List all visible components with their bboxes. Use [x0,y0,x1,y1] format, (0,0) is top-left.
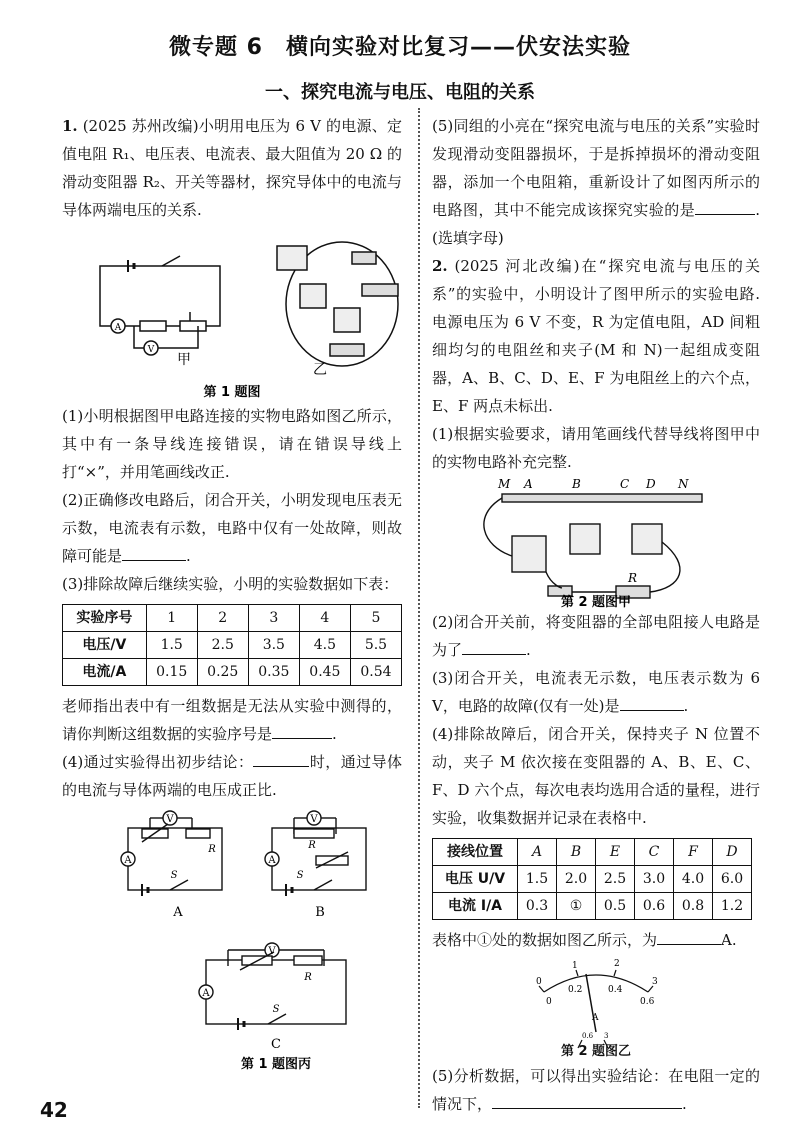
right-column [432,112,760,1118]
figure-1-circuits [62,224,402,402]
q2-part2-text: (2)闭合开关前，将变阻器的全部电阻接人电路是为了 [432,613,760,659]
q1-part3b-end: . [332,725,337,743]
table-row [63,659,402,686]
table-cell: 电流 I/A [433,893,518,920]
fig1-bing-caption: 第 1 题图丙 [240,1057,312,1072]
circuit-a-voltmeter: V [166,814,174,825]
table-row [63,605,402,632]
q2-number: 2. [432,257,448,275]
q2-part4b [432,926,760,954]
wire-label-b: B [572,477,581,491]
meter-top-2: 2 [614,959,620,969]
voltmeter-symbol: V [147,345,155,355]
wire-label-a: A [524,477,533,491]
q2-part5-text: (5)分析数据，可以得出实验结论：在电阻一定的情况下， [432,1067,760,1113]
table-cell: B [557,839,596,866]
left-column [62,112,402,1072]
q2-part5-end: . [682,1095,687,1113]
meter-top-0: 0 [536,977,542,987]
q2-part2-end: . [526,641,531,659]
q2-intro [432,252,760,420]
table-cell: 0.35 [248,659,299,686]
column-divider [418,108,420,1108]
table-row [433,866,752,893]
q2-blank-5[interactable] [492,1092,682,1109]
fig2-jia-caption: 第 2 题图甲 [560,595,632,608]
table-cell: 4 [299,605,350,632]
table-cell: 1.5 [146,632,197,659]
wire-label-c: C [620,477,630,491]
q2-blank-2[interactable] [462,638,526,655]
table-cell: 0.25 [197,659,248,686]
table-cell: D [713,839,752,866]
schematic-jia [100,256,220,355]
q1-part5 [432,112,760,252]
table-cell: 2.5 [197,632,248,659]
figure-1-bing [62,804,402,1072]
q1-part2 [62,486,402,570]
ammeter-symbol: A [114,323,122,333]
meter-bottom-3: 0.6 [640,997,655,1007]
fig2-yi-caption: 第 2 题图乙 [560,1044,632,1059]
table-cell: 电压/V [63,632,147,659]
q1-part5-end: .(选填字母) [432,201,760,247]
table-cell: F [674,839,713,866]
q1-part3: (3)排除故障后继续实验，小明的实验数据如下表： [62,575,399,593]
q1-part4 [62,748,402,804]
fig-label-jia: 甲 [177,352,191,368]
meter-bottom-1: 0.2 [568,985,583,995]
q1-intro [62,112,402,224]
table-cell: 4.0 [674,866,713,893]
circuit-b-r: R [308,840,316,851]
wire-label-d: D [646,477,656,491]
meter-top-3: 3 [652,977,658,987]
q1-part3b [62,692,402,748]
wire-label-m: M [498,477,511,491]
q1-part2-text: (2)正确修改电路后，闭合开关，小明发现电压表无示数，电流表有示数，电路中仅有一处故障，则故障可能是 [62,491,402,565]
q1-part4-text-b: 时，通过导体的电流与导体两端的电压成正比. [62,753,402,799]
q2-part2 [432,608,760,664]
figure-2-yi-ammeter [432,954,760,1054]
table-cell: 0.3 [518,893,557,920]
table-cell: 0.6 [635,893,674,920]
fig2-r-label: R [628,571,638,585]
q2-intro-text: (2025 河北改编)在“探究电流与电压的关系”的实验中，小明设计了图甲所示的实验电路. 电源电压为 6 V 不变，R 为定值电阻，AD 间粗细均匀的电阻丝和夹子(M 和 N)一起组成变阻器，A、B、C、D、E、F 为电阻丝上的六个点，E、F 两点未标出. [432,257,760,415]
circuit-b-label: B [315,905,325,920]
q2-part1: (1)根据实验要求，请用笔画线代替导线将图甲中的实物电路补充完整. [432,425,760,471]
table-cell: 0.15 [146,659,197,686]
circuit-c-s: S [272,1004,280,1015]
meter-term-3: 3 [604,1032,609,1040]
page-number: 42 [40,1098,68,1122]
q2-part4b-end: A. [721,931,737,949]
figure-2-jia [432,476,760,608]
circuit-c-label: C [271,1037,281,1052]
table-cell: 电压 U/V [433,866,518,893]
table-cell: 1.5 [518,866,557,893]
meter-term-06: 0.6 [582,1032,594,1040]
wire-label-n: N [678,477,689,491]
q1-data-table [62,604,402,686]
table-row [433,893,752,920]
circuit-b-s: S [296,870,304,881]
table-cell: 1.2 [713,893,752,920]
table-cell: 4.5 [299,632,350,659]
q2-data-table [432,838,752,920]
q2-part4: (4)排除故障后，闭合开关，保持夹子 N 位置不动，夹子 M 依次接在变阻器的 A、B、E、C、F、D 六个点，每次电表均选用合适的量程，进行实验，收集数据并记录在表格中. [432,725,760,827]
q2-part3-text: (3)闭合开关，电流表无示数，电压表示数为 6 V，电路的故障(仅有一处)是 [432,669,760,715]
circuit-a-s: S [170,870,178,881]
fig-label-yi: 乙 [313,362,327,378]
q2-part3 [432,664,760,720]
q1-part1: (1)小明根据图甲电路连接的实物电路如图乙所示，其中有一条导线连接错误，请在错误导线上打“×”，并用笔画线改正. [62,407,402,481]
table-cell: 2.5 [596,866,635,893]
table-cell: 0.8 [674,893,713,920]
q1-part5-text: (5)同组的小亮在“探究电流与电压的关系”实验时发现滑动变阻器损坏，于是拆掉损坏的滑动变阻器，添加一个电阻箱，重新设计了如图丙所示的电路图，其中不能完成该探究实验的是 [432,117,760,219]
table-cell: ① [557,893,596,920]
q1-part2-end: . [186,547,191,565]
q2-blank-3[interactable] [620,694,684,711]
table-cell: A [518,839,557,866]
q2-part3-end: . [683,697,689,715]
section-heading: 一、探究电流与电压、电阻的关系 [265,82,535,103]
circuit-a-label: A [173,905,183,920]
table-cell: 2 [197,605,248,632]
circuit-b-ammeter: A [268,855,276,866]
table-cell: 5 [350,605,401,632]
q1-blank-2[interactable] [122,544,186,561]
fig1-caption: 第 1 题图 [203,385,261,400]
table-cell: 0.45 [299,659,350,686]
table-cell: 6.0 [713,866,752,893]
q1-number: 1. [62,117,78,135]
table-cell: 0.54 [350,659,401,686]
q1-blank-3[interactable] [272,722,332,739]
q1-intro-text: (2025 苏州改编)小明用电压为 6 V 的电源、定值电阻 R₁、电压表、电流表、最大阻值为 20 Ω 的滑动变阻器 R₂、开关等器材，探究导体中的电流与导体两端电压的关系. [62,117,402,219]
meter-bottom-0: 0 [546,997,552,1007]
table-cell: 接线位置 [433,839,518,866]
circuit-c-voltmeter: V [268,946,276,957]
table-cell: 3 [248,605,299,632]
table-cell: 电流/A [63,659,147,686]
q2-blank-4[interactable] [657,928,721,945]
table-row [433,839,752,866]
meter-top-1: 1 [572,961,578,971]
circuit-b-voltmeter: V [310,814,318,825]
physical-circuit-yi [277,242,398,366]
circuit-a-ammeter: A [124,855,132,866]
circuit-c-r: R [304,972,312,983]
q2-part5 [432,1062,760,1118]
q1-blank-5[interactable] [695,198,755,215]
table-row [63,632,402,659]
page-title: 微专题 6 横向实验对比复习——伏安法实验 [169,35,631,60]
circuit-c-ammeter: A [202,988,210,999]
q1-part4-text-a: (4)通过实验得出初步结论： [62,753,254,771]
circuit-a-r: R [208,844,216,855]
table-cell: 3.5 [248,632,299,659]
q1-part3b-text: 老师指出表中有一组数据是无法从实验中测得的，请你判断这组数据的实验序号是 [62,697,402,743]
q2-part4b-text: 表格中①处的数据如图乙所示，为 [432,931,658,949]
table-cell: 3.0 [635,866,674,893]
table-cell: C [635,839,674,866]
meter-bottom-2: 0.4 [608,985,623,995]
table-cell: 实验序号 [63,605,147,632]
table-cell: 5.5 [350,632,401,659]
table-cell: 1 [146,605,197,632]
q1-blank-4[interactable] [253,750,309,767]
table-cell: 0.5 [596,893,635,920]
table-cell: E [596,839,635,866]
meter-unit: A [592,1013,599,1023]
table-cell: 2.0 [557,866,596,893]
